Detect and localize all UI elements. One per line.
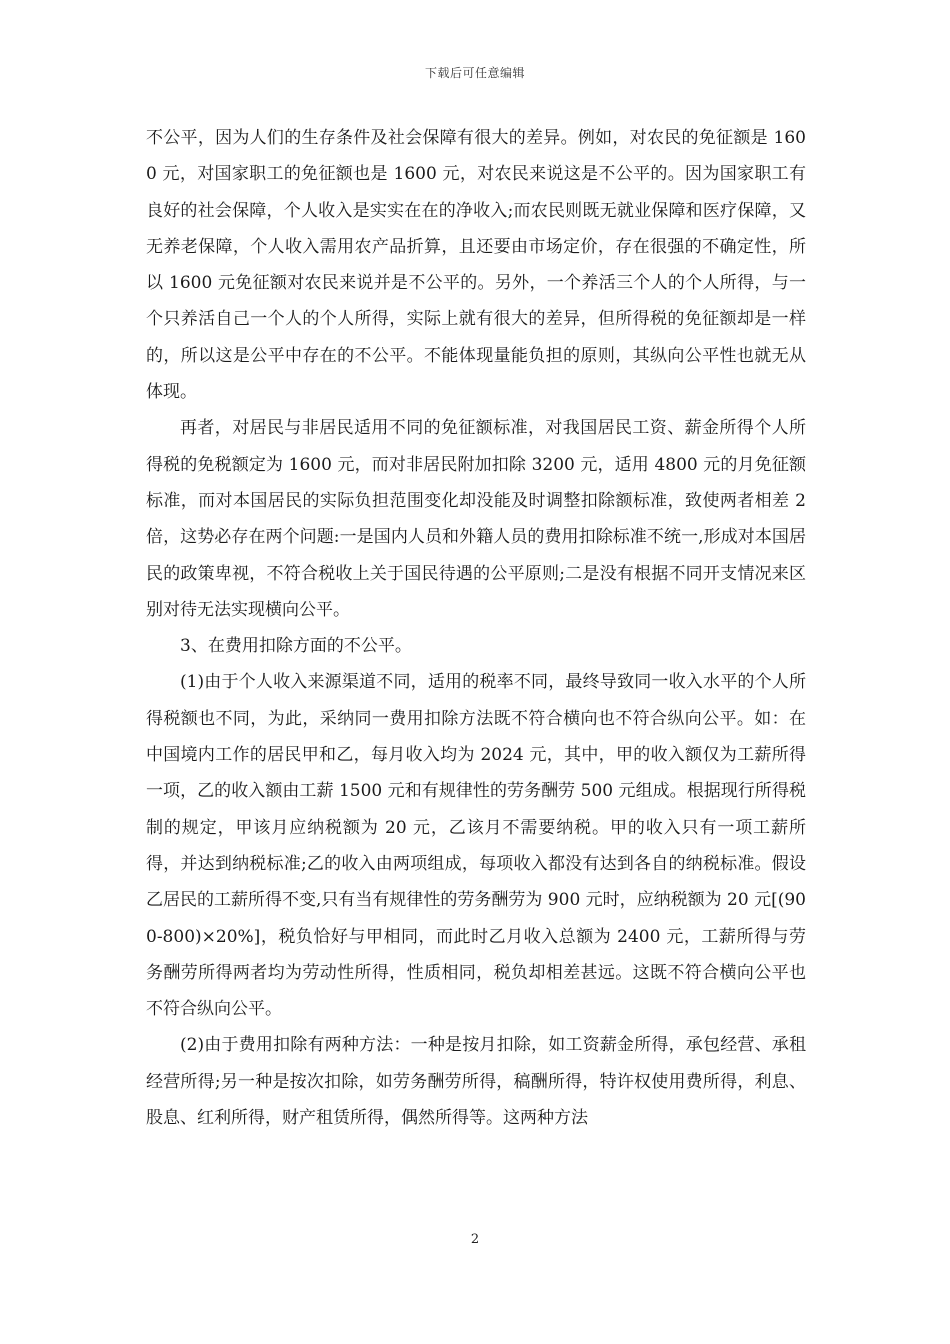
document-body [146,120,806,1136]
paragraph-point-2: (2)由于费用扣除有两种方法：一种是按月扣除，如工资薪金所得，承包经营、承租经营所得;另一种是按次扣除，如劳务酬劳所得，稿酬所得，特许权使用费所得，利息、股息、红利所得，财产租赁所得，偶然所得等。这两种方法 [146,1035,806,1129]
paragraph-continuation: 不公平，因为人们的生存条件及社会保障有很大的差异。例如，对农民的免征额是 1600 元，对国家职工的免征额也是 1600 元，对农民来说这是不公平的。因为国家职工有良好的社会保障，个人收入是实实在在的净收入;而农民则既无就业保障和医疗保障，又无养老保障，个人收入需用农产品折算，且还要由市场定价，存在很强的不确定性，所以 1600 元免征额对农民来说并是不公平的。另外，一个养活三个人的个人所得，与一个只养活自己一个人的个人所得，实际上就有很大的差异，但所得税的免征额却是一样的，所以这是公平中存在的不公平。不能体现量能负担的原则，其纵向公平性也就无从体现。 [146,128,806,403]
page-number: 2 [470,1232,480,1247]
paragraph-nonresident-deduction: 再者，对居民与非居民适用不同的免征额标准，对我国居民工资、薪金所得个人所得税的免税额定为 1600 元，而对非居民附加扣除 3200 元，适用 4800 元的月免征额标准，而对本国居民的实际负担范围变化却没能及时调整扣除额标准，致使两者相差 2 倍，这势必存在两个问题:一是国内人员和外籍人员的费用扣除标准不统一,形成对本国居民的政策卑视，不符合税收上关于国民待遇的公平原则;二是没有根据不同开支情况来区别对待无法实现横向公平。 [146,418,806,620]
page-header: 下载后可任意编辑 [424,66,525,80]
paragraph-point-1: (1)由于个人收入来源渠道不同，适用的税率不同，最终导致同一收入水平的个人所得税额也不同，为此，采纳同一费用扣除方法既不符合横向也不符合纵向公平。如：在中国境内工作的居民甲和乙，每月收入均为 2024 元，其中，甲的收入额仅为工薪所得一项，乙的收入额由工薪 1500 元和有规律性的劳务酬劳 500 元组成。根据现行所得税制的规定，甲该月应纳税额为 20 元，乙该月不需要纳税。甲的收入只有一项工薪所得，并达到纳税标准;乙的收入由两项组成，每项收入都没有达到各自的纳税标准。假设乙居民的工薪所得不变,只有当有规律性的劳务酬劳为 900 元时，应纳税额为 20 元[(900-800)×20%]，税负恰好与甲相同，而此时乙月收入总额为 2400 元，工薪所得与劳务酬劳所得两者均为劳动性所得，性质相同，税负却相差甚远。这既不符合横向公平也不符合纵向公平。 [146,672,806,1020]
section-heading-expense-deduction: 3、在费用扣除方面的不公平。 [180,636,412,657]
